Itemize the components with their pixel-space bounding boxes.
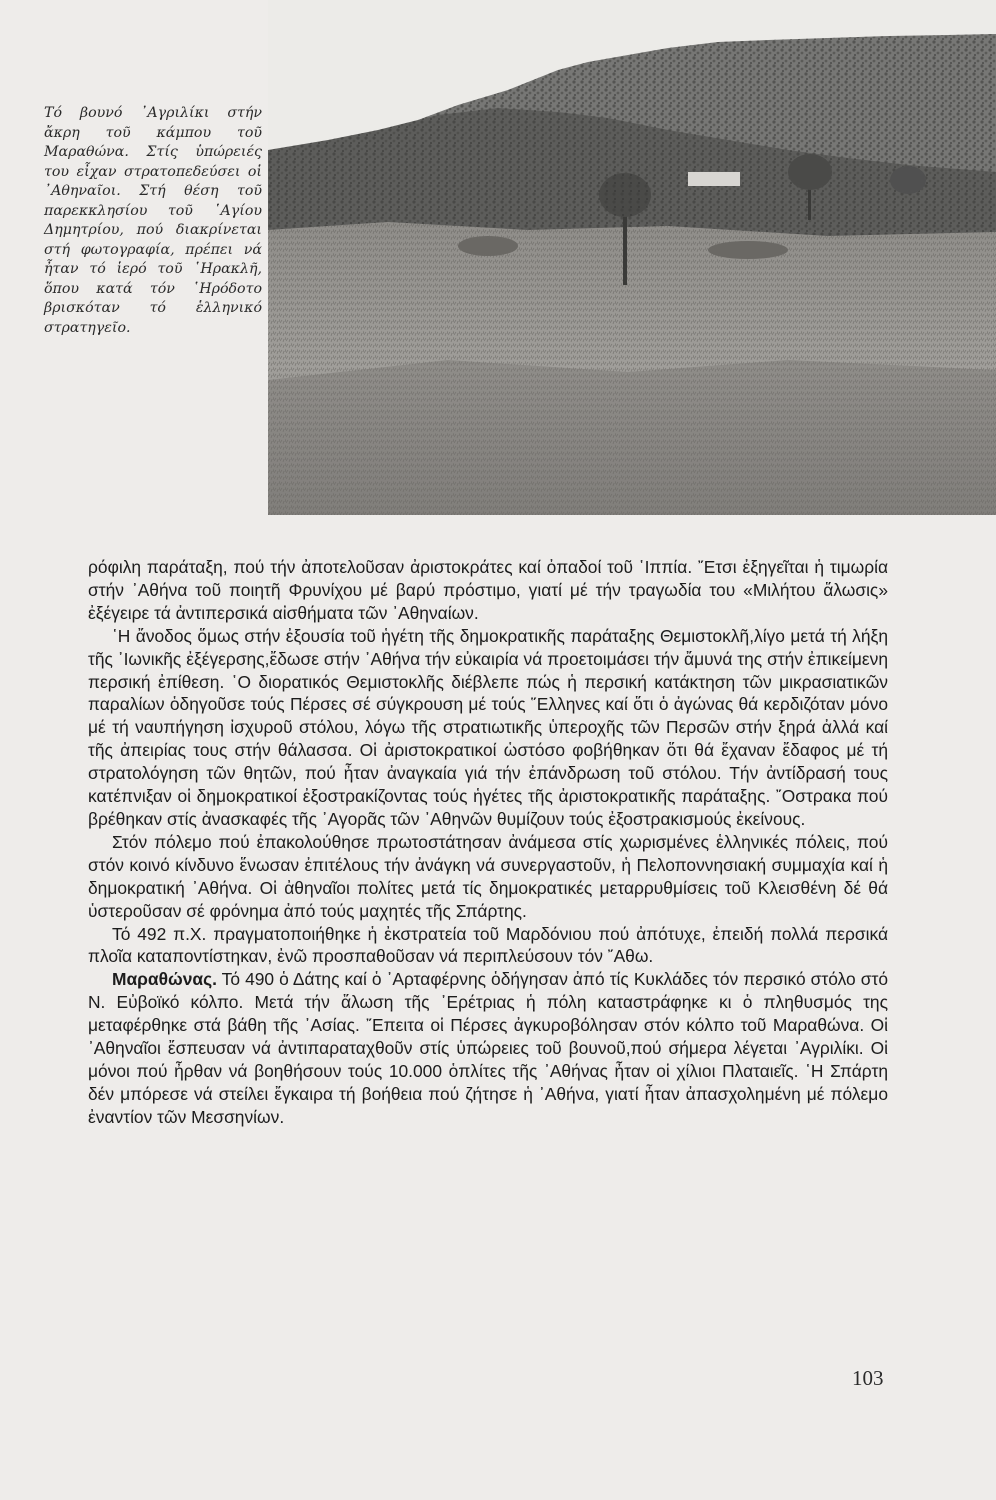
landscape-photo [268,0,996,515]
photo-caption: Τό βουνό ᾿Αγριλίκι στήν ἄκρη τοῦ κάμπου τοῦ Μαραθώνα. Στίς ὑπώρειές του εἶχαν στρατοπεδεύσει οἱ ᾿Αθηναῖοι. Στή θέση τοῦ παρεκκλησίου τοῦ ῾Αγίου Δημητρίου, πού διακρίνεται στή φωτογραφία, πρέπει νά ἦταν τό ἱερό τοῦ ῾Ηρακλῆ, ὅπου κατά τόν ῾Ηρόδοτο βρισκόταν τό ἑλληνικό στρατηγεῖο. [44,105,262,336]
paragraph-text: Τό 490 ὁ Δάτης καί ὁ ᾿Αρταφέρνης ὁδήγησαν ἀπό τίς Κυκλάδες τόν περσικό στόλο στό Ν. Εὐβοϊκό κόλπο. Μετά τήν ἅλωση τῆς ᾿Ερέτριας ἡ πόλη καταστράφηκε κι ὁ πληθυσμός της μεταφέρθηκε στά βάθη τῆς ᾿Ασίας. ῎Επειτα οἱ Πέρσες ἀγκυροβόλησαν στόν κόλπο τοῦ Μαραθώνα. Οἱ ᾿Αθηναῖοι ἔσπευσαν νά ἀντιπαραταχθοῦν στίς ὑπώρειες τοῦ βουνοῦ,πού σήμερα λέγεται ᾿Αγριλίκι. Οἱ μόνοι πού ἦρθαν νά βοηθήσουν τούς 10.000 ὁπλίτες τῆς ᾿Αθήνας ἦταν οἱ χίλιοι Πλαταιεῖς. ῾Η Σπάρτη δέν μπόρεσε νά στείλει ἔγκαιρα τή βοήθεια πού ζήτησε ἡ ᾿Αθήνα, γιατί ἦταν ἀπασχολημένη μέ πόλεμο ἐναντίον τῶν Μεσσηνίων. [88,969,888,1127]
field-shadow [268,360,996,515]
section-heading: Μαραθώνας. [112,969,217,990]
agriliki-mountain-photo [268,0,996,515]
paragraph: ῾Η ἄνοδος ὅμως στήν ἐξουσία τοῦ ἡγέτη τῆς δημοκρατικῆς παράταξης Θεμιστοκλῆ,λίγο μετά τή λήξη τῆς ᾿Ιωνικῆς ἐξέγερσης,ἔδωσε στήν ᾿Αθήνα τήν εὐκαιρία νά προετοιμάσει τήν ἄμυνά της στήν ἐπικείμενη περσική ἐπίθεση. ῾Ο διορατικός Θεμιστοκλῆς διέβλεπε πώς ἡ περσική κατάκτηση τῶν μικρασιατικῶν παραλίων ὁδηγοῦσε τούς Πέρσες σέ σύγκρουση μέ τούς ῞Ελληνες καί ὅτι ὁ ἀγώνας θά κερδιζόταν μόνο μέ τή ναυπήγηση ἰσχυροῦ στόλου, λόγω τῆς στρατιωτικῆς ὑπεροχῆς τῶν Περσῶν στήν ξηρά ἀλλά καί τῆς ἀπειρίας τους στήν θάλασσα. Οἱ ἀριστοκρατικοί ὡστόσο φοβήθηκαν ὅτι θά ἔχαναν ἔδαφος μέ τή στρατολόγηση τῶν θητῶν, πού ἦταν ἀναγκαία γιά τήν ἐπάνδρωση τοῦ στόλου. Τήν ἀντίδρασή τους κατέπνιξαν οἱ δημοκρατικοί ἐξοστρακίζοντας τούς ἡγέτες τῆς ἀριστοκρατικῆς παράταξης. ῎Οστρακα πού βρέθηκαν στίς ἀνασκαφές τῆς ᾿Αγορᾶς τῶν ᾿Αθηνῶν θυμίζουν τούς ἐξοστρακισμούς ἐκείνους. [88,625,888,829]
body-text [88,556,888,1129]
paragraph: Τό 492 π.Χ. πραγματοποιήθηκε ἡ ἐκστρατεία τοῦ Μαρδόνιου πού ἀπότυχε, ἐπειδή πολλά περσικά πλοῖα καταποντίστηκαν, ἐνῶ προσπαθοῦσαν νά περιπλεύσουν τόν ῎Αθω. [88,923,888,967]
paragraph: Στόν πόλεμο πού ἐπακολούθησε πρωτοστάτησαν ἀνάμεσα στίς χωρισμένες ἑλληνικές πόλεις, πού στόν κοινό κίνδυνο ἕνωσαν ἐπιτέλους τήν ἀνάγκη νά συνεργαστοῦν, ἡ Πελοποννησιακή συμμαχία καί ἡ δημοκρατική ᾿Αθήνα. Οἱ ἀθηναῖοι πολίτες μετά τίς δημοκρατικές μεταρρυθμίσεις τοῦ Κλεισθένη δέ θά ὑστεροῦσαν σέ φρόνημα ἀπό τούς μαχητές τῆς Σπάρτης. [88,831,888,921]
paragraph-marathon [88,968,888,1128]
tree [890,166,926,194]
chapel [688,172,740,186]
page-number: 103 [852,1366,884,1390]
paragraph: ρόφιλη παράταξη, πού τήν ἀποτελοῦσαν ἀριστοκράτες καί ὀπαδοί τοῦ ῾Ιππία. ῎Ετσι ἐξηγεῖται ἡ τιμωρία στήν ᾿Αθήνα τοῦ ποιητῆ Φρυνίχου μέ βαρύ πρόστιμο, γιατί μέ τήν τραγωδία του «Μιλήτου ἅλωσις» ἐξέγειρε τά ἀντιπερσικά αἰσθήματα τῶν ᾿Αθηναίων. [88,557,888,623]
